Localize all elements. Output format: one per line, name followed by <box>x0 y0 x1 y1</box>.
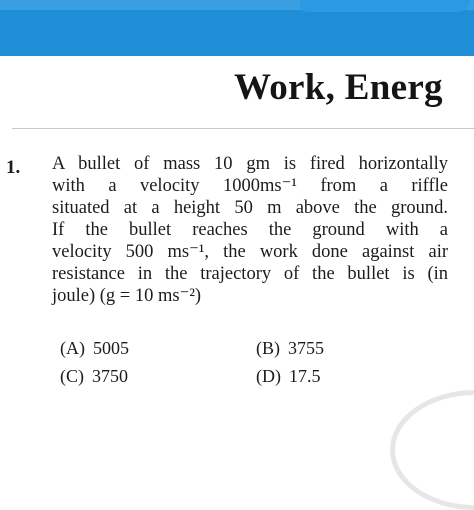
option-value: 5005 <box>93 338 129 358</box>
option-label: (D) <box>256 366 281 386</box>
question-line: If the bullet reaches the ground with a <box>52 220 448 240</box>
option-value: 3755 <box>288 338 324 358</box>
top-banner <box>0 0 474 56</box>
question-line: A bullet of mass 10 gm is fired horizontally <box>52 154 448 174</box>
banner-decoration <box>300 0 470 12</box>
question-line: joule) (g = 10 ms⁻²) <box>52 286 202 306</box>
question-line: resistance in the trajectory of the bullet is (in <box>52 264 448 284</box>
title-divider <box>12 128 474 129</box>
decorative-curve <box>390 390 474 510</box>
question-text <box>52 153 448 307</box>
question-line: situated at a height 50 m above the ground. <box>52 198 448 218</box>
option-c[interactable] <box>60 366 128 387</box>
option-label: (C) <box>60 366 84 386</box>
option-a[interactable] <box>60 338 129 359</box>
option-value: 17.5 <box>289 366 321 386</box>
question-number: 1. <box>6 157 21 178</box>
option-value: 3750 <box>92 366 128 386</box>
option-d[interactable] <box>256 366 321 387</box>
question-line: velocity 500 ms⁻¹, the work done against air <box>52 242 448 262</box>
option-label: (A) <box>60 338 85 358</box>
option-label: (B) <box>256 338 280 358</box>
chapter-title: Work, Energ <box>234 67 443 108</box>
question-line: with a velocity 1000ms⁻¹ from a riffle <box>52 176 448 196</box>
option-b[interactable] <box>256 338 324 359</box>
